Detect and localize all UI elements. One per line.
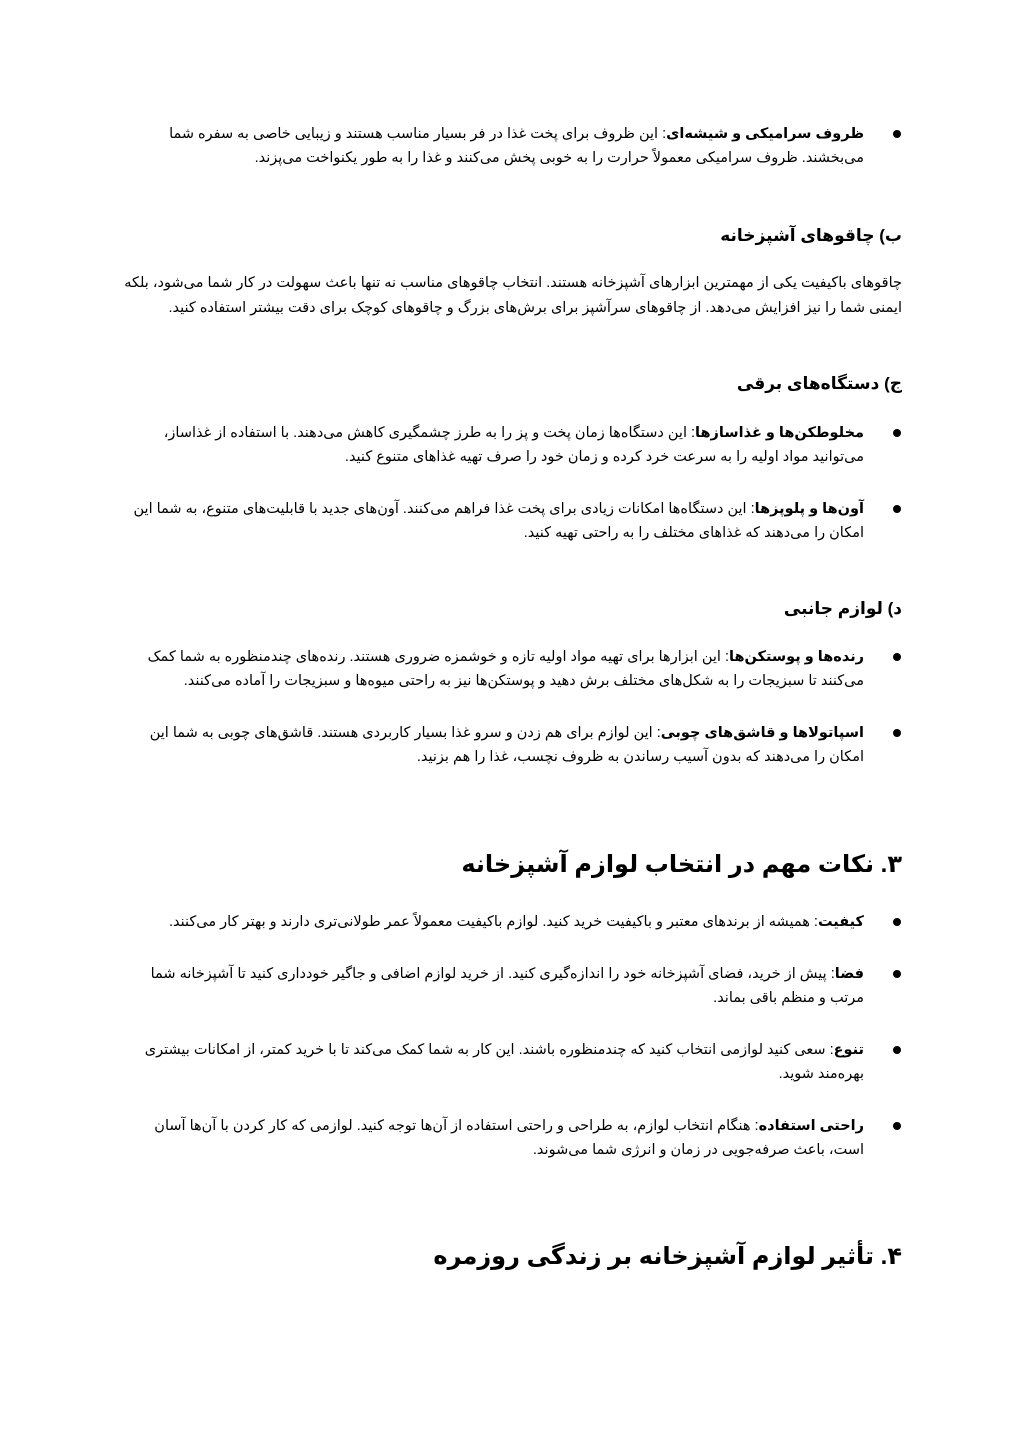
item-term: راحتی استفاده: [758, 1118, 864, 1134]
list-item: [122, 421, 864, 469]
list-item: [122, 1114, 864, 1162]
item-text: : پیش از خرید، فضای آشپزخانه خود را اندازه‌گیری کنید. از خرید لوازم اضافی و جاگیر خودداری کنید تا آشپزخانه شما مرتب و منظم باقی بماند.: [150, 966, 864, 1006]
section-4-heading: ۴. تأثیر لوازم آشپزخانه بر زندگی روزمره: [433, 1243, 902, 1270]
item-term: رنده‌ها و پوستکن‌ها: [729, 649, 864, 665]
item-term: فضا: [834, 966, 864, 982]
list-item: [122, 721, 864, 769]
section-3-list: [122, 910, 902, 1184]
item-text: : این دستگاه‌ها زمان پخت و پز را به طرز چشمگیری کاهش می‌دهند. با استفاده از غذاساز، می‌توانید مواد اولیه را به سرعت خرد کرده و زمان خود را صرف تهیه غذاهای متنوع کنید.: [163, 425, 864, 465]
item-term: اسپاتولاها و قاشق‌های چوبی: [660, 725, 864, 741]
bullet-icon: [893, 653, 901, 661]
bullet-icon: [893, 1122, 901, 1130]
item-text: : این ظروف برای پخت غذا در فر بسیار مناسب هستند و زیبایی خاصی به سفره شما می‌بخشند. ظروف سرامیکی معمولاً حرارت را به خوبی پخش می‌کنند و غذا را به طور یکنواخت می‌پزند.: [169, 126, 864, 166]
list-item: [122, 1038, 864, 1086]
item-term: مخلوطکن‌ها و غذاسازها: [695, 425, 864, 441]
item-term: ظروف سرامیکی و شیشه‌ای: [666, 126, 864, 142]
list-item: [122, 962, 864, 1010]
item-text: : این لوازم برای هم زدن و سرو غذا بسیار کاربردی هستند. قاشق‌های چوبی به شما این امکان را می‌دهند که بدون آسیب رساندن به ظروف نچسب، غذا را هم بزنید.: [149, 725, 864, 765]
bullet-icon: [893, 1046, 901, 1054]
bullet-icon: [893, 130, 901, 138]
list-item: [122, 122, 864, 170]
item-term: کیفیت: [817, 914, 864, 930]
list-item: [122, 910, 864, 934]
bullet-icon: [893, 918, 901, 926]
list-item: [122, 645, 864, 693]
bullet-icon: [893, 729, 901, 737]
bullet-icon: [893, 429, 901, 437]
item-text: : این دستگاه‌ها امکانات زیادی برای پخت غذا فراهم می‌کنند. آون‌های جدید با قابلیت‌های متنوع، به شما این امکان را می‌دهند که غذاهای مختلف را به راحتی تهیه کنید.: [133, 501, 864, 541]
item-text: : هنگام انتخاب لوازم، به طراحی و راحتی استفاده از آن‌ها توجه کنید. لوازمی که کار کردن با آن‌ها آسان است، باعث صرفه‌جویی در زمان و انرژی شما می‌شوند.: [154, 1118, 864, 1158]
electric-heading: ج) دستگاه‌های برقی: [736, 374, 902, 393]
accessories-heading: د) لوازم جانبی: [783, 599, 902, 618]
accessories-list: [122, 645, 902, 791]
item-text: : همیشه از برندهای معتبر و باکیفیت خرید کنید. لوازم باکیفیت معمولاً عمر طولانی‌تری دارند و بهتر کار می‌کنند.: [169, 914, 818, 930]
item-term: آون‌ها و پلوپزها: [754, 501, 864, 517]
item-text: : این ابزارها برای تهیه مواد اولیه تازه و خوشمزه ضروری هستند. رنده‌های چندمنظوره به شما کمک می‌کنند تا سبزیجات را به شکل‌های مختلف برش دهید و پوستکن‌ها نیز به راحتی میوه‌ها و سبزیجات را آماده می‌کنند.: [147, 649, 864, 689]
bullet-icon: [893, 970, 901, 978]
knives-paragraph: چاقوهای باکیفیت یکی از مهمترین ابزارهای آشپزخانه هستند. انتخاب چاقوهای مناسب نه تنها باعث سهولت در کار شما می‌شود، بلکه ایمنی شما را نیز افزایش می‌دهد. از چاقوهای سرآشپز برای برش‌های بزرگ و چاقوهای کوچک برای دقت بیشتر استفاده کنید.: [124, 275, 902, 316]
section-3-heading: ۳. نکات مهم در انتخاب لوازم آشپزخانه: [461, 851, 902, 878]
list-item: [122, 497, 864, 545]
ceramic-list: [122, 122, 902, 192]
bullet-icon: [893, 505, 901, 513]
item-text: : سعی کنید لوازمی انتخاب کنید که چندمنظوره باشند. این کار به شما کمک می‌کند تا با خرید کمتر، از امکانات بیشتری بهره‌مند شوید.: [144, 1042, 864, 1082]
item-term: تنوع: [833, 1042, 864, 1058]
electric-list: [122, 421, 902, 567]
knives-heading: ب) چاقوهای آشپزخانه: [720, 226, 902, 245]
